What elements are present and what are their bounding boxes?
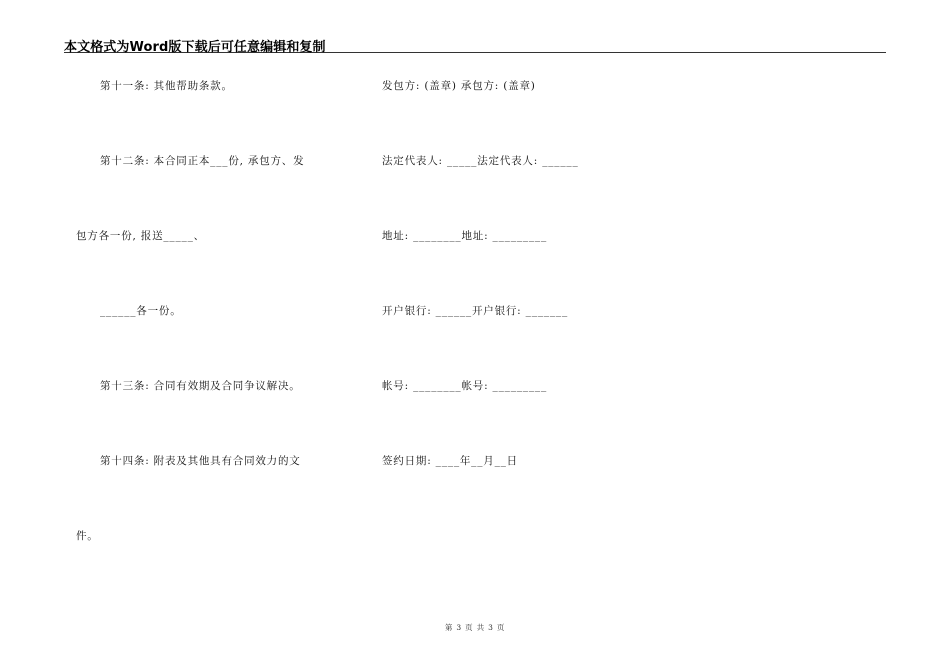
clause-12-line-2: 包方各一份, 报送_____、	[76, 230, 205, 242]
clause-14-line-2: 件。	[76, 530, 99, 542]
page-header	[64, 36, 886, 53]
clause-14-line-1: 第十四条: 附表及其他具有合同效力的文	[100, 455, 301, 467]
bank-names: 开户银行: ______开户银行: _______	[382, 305, 568, 317]
legal-representatives: 法定代表人: _____法定代表人: ______	[382, 155, 579, 167]
signature-parties: 发包方: (盖章) 承包方: (盖章)	[382, 80, 536, 92]
clause-12-line-1: 第十二条: 本合同正本___份, 承包方、发	[100, 155, 305, 167]
account-numbers: 帐号: ________帐号: _________	[382, 380, 547, 392]
signing-date: 签约日期: ____年__月__日	[382, 455, 518, 467]
clause-12-line-3: ______各一份。	[100, 305, 182, 317]
clause-11: 第十一条: 其他帮助条款。	[100, 80, 233, 92]
page-number: 第 3 页 共 3 页	[444, 623, 506, 632]
addresses: 地址: ________地址: _________	[382, 230, 547, 242]
clause-13: 第十三条: 合同有效期及合同争议解决。	[100, 380, 301, 392]
header-title: 本文格式为Word版下载后可任意编辑和复制	[64, 40, 326, 55]
